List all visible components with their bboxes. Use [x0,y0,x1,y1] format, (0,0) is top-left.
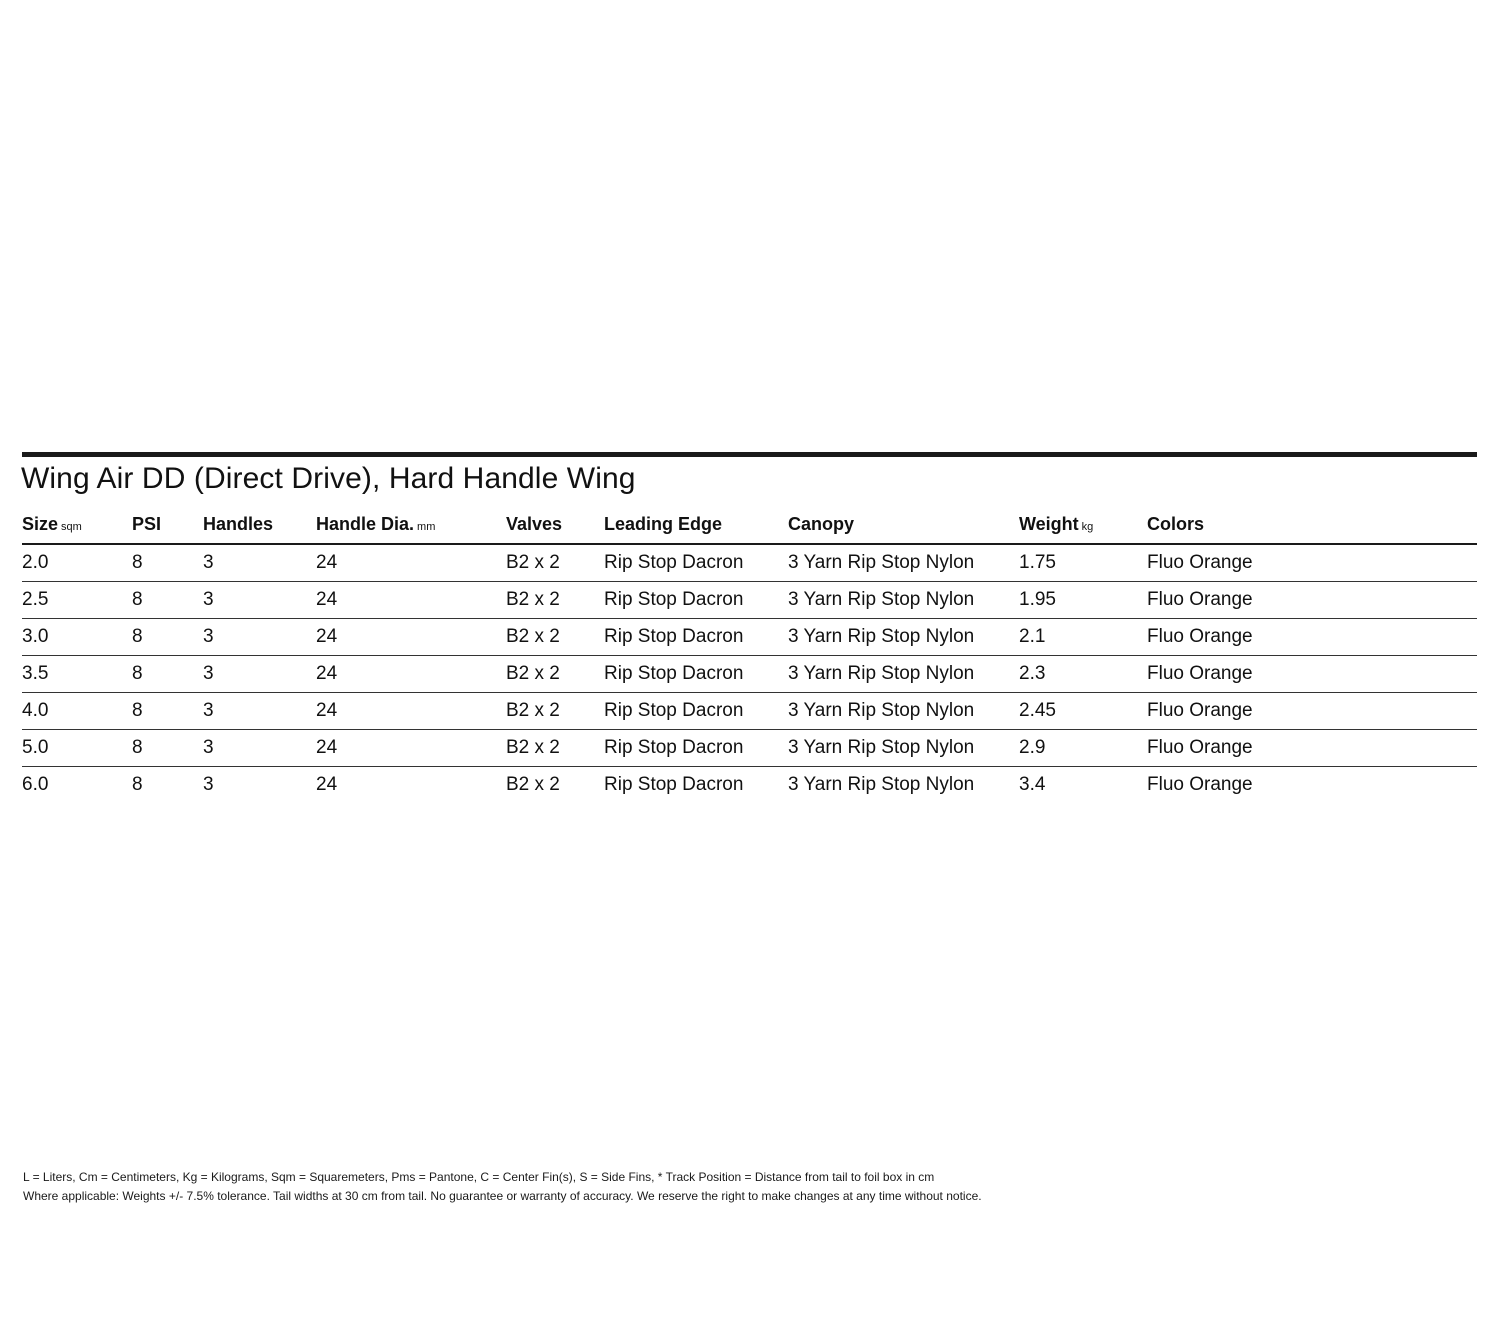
column-header-unit: mm [417,520,436,533]
column-header [203,505,316,544]
table-cell: B2 x 2 [506,730,604,767]
table-cell: 6.0 [22,774,49,795]
table-cell: Fluo Orange [1147,582,1477,619]
table-cell: Rip Stop Dacron [604,619,788,656]
column-header-label: PSI [132,513,162,534]
table-cell: 3.0 [22,619,132,656]
column-header [788,505,1019,544]
column-header [506,505,604,544]
footnote-disclaimer: Where applicable: Weights +/- 7.5% tolerance. Tail widths at 30 cm from tail. No guarantee or warranty of accuracy. We reserve the right to make changes at any time without notice. [23,1189,982,1203]
table-cell: B2 x 2 [506,582,604,619]
table-cell: 8 [132,656,203,693]
column-header-label: Handles [203,513,274,534]
column-header-unit: sqm [61,520,82,533]
column-header-label: Valves [506,513,563,534]
table-cell: 8 [132,774,143,795]
table-cell: Fluo Orange [1147,619,1477,656]
table-cell: B2 x 2 [506,774,560,795]
table-cell: 3 Yarn Rip Stop Nylon [788,656,1019,693]
column-header-unit: kg [1081,520,1094,533]
table-cell: 2.1 [1019,619,1147,656]
table-header-row [22,505,1477,544]
table-cell: 2.3 [1019,656,1147,693]
column-header-label: Handle Dia. [316,513,415,534]
table-cell: 2.5 [22,582,132,619]
table-cell: 3 [203,693,316,730]
table-cell: Fluo Orange [1147,656,1477,693]
table-cell: 3.4 [1019,774,1046,795]
table-cell: 3.5 [22,656,132,693]
table-cell: 2.45 [1019,693,1147,730]
table-cell: B2 x 2 [506,544,604,582]
table-cell: Rip Stop Dacron [604,582,788,619]
table-cell: Fluo Orange [1147,774,1253,795]
table-cell: 1.95 [1019,582,1147,619]
table-row [22,767,1477,804]
table-body [22,544,1477,803]
table-row [22,656,1477,693]
table-cell: 24 [316,619,506,656]
table-cell: B2 x 2 [506,619,604,656]
spec-table [22,505,1477,803]
title-divider [22,452,1477,457]
table-cell: Rip Stop Dacron [604,730,788,767]
table-cell: B2 x 2 [506,656,604,693]
column-header [22,505,132,544]
table-cell: 24 [316,544,506,582]
table-cell: Rip Stop Dacron [604,693,788,730]
table-cell: 3 Yarn Rip Stop Nylon [788,774,975,795]
table-cell: Rip Stop Dacron [604,774,744,795]
table-cell: 3 Yarn Rip Stop Nylon [788,582,1019,619]
table-cell: B2 x 2 [506,693,604,730]
table-cell: 3 Yarn Rip Stop Nylon [788,730,1019,767]
column-header [604,505,788,544]
table-cell: Fluo Orange [1147,693,1477,730]
table-cell: 3 Yarn Rip Stop Nylon [788,619,1019,656]
table-cell: 24 [316,656,506,693]
column-header-label: Size [22,513,59,534]
table-cell: Fluo Orange [1147,730,1477,767]
table-row [22,730,1477,767]
table-cell: 24 [316,693,506,730]
table-cell: 8 [132,693,203,730]
column-header [132,505,203,544]
column-header-label: Leading Edge [604,513,723,534]
column-header [1147,505,1477,544]
table-cell: 3 Yarn Rip Stop Nylon [788,693,1019,730]
table-cell: 3 Yarn Rip Stop Nylon [788,544,1019,582]
table-cell: 8 [132,730,203,767]
table-cell: 3 [203,582,316,619]
page-title: Wing Air DD (Direct Drive), Hard Handle Wing [21,462,636,495]
table-row [22,619,1477,656]
column-header [1019,505,1147,544]
table-cell: 3 [203,730,316,767]
table-cell: 1.75 [1019,544,1147,582]
table-cell: 3 [203,544,316,582]
table-cell: 24 [316,582,506,619]
table-cell: 2.0 [22,544,132,582]
table-cell: 8 [132,619,203,656]
column-header-label: Weight [1019,513,1079,534]
table-cell: 24 [316,774,338,795]
table-cell: 24 [316,730,506,767]
table-cell: Rip Stop Dacron [604,544,788,582]
column-header [316,505,506,544]
table-row [22,582,1477,619]
table-cell: 8 [132,582,203,619]
table-row [22,693,1477,730]
footnote-abbreviations: L = Liters, Cm = Centimeters, Kg = Kilograms, Sqm = Squaremeters, Pms = Pantone, C = Center Fin(s), S = Side Fins, * Track Position = Distance from tail to foil box in cm [23,1170,935,1184]
table-cell: 2.9 [1019,730,1147,767]
table-cell: 8 [132,544,203,582]
table-cell: 3 [203,619,316,656]
table-cell: Fluo Orange [1147,544,1477,582]
table-cell: Rip Stop Dacron [604,656,788,693]
table-cell: 3 [203,774,214,795]
table-cell: 5.0 [22,730,132,767]
column-header-label: Canopy [788,513,855,534]
table-cell: 4.0 [22,693,132,730]
column-header-label: Colors [1147,513,1205,534]
table-row [22,544,1477,582]
table-cell: 3 [203,656,316,693]
